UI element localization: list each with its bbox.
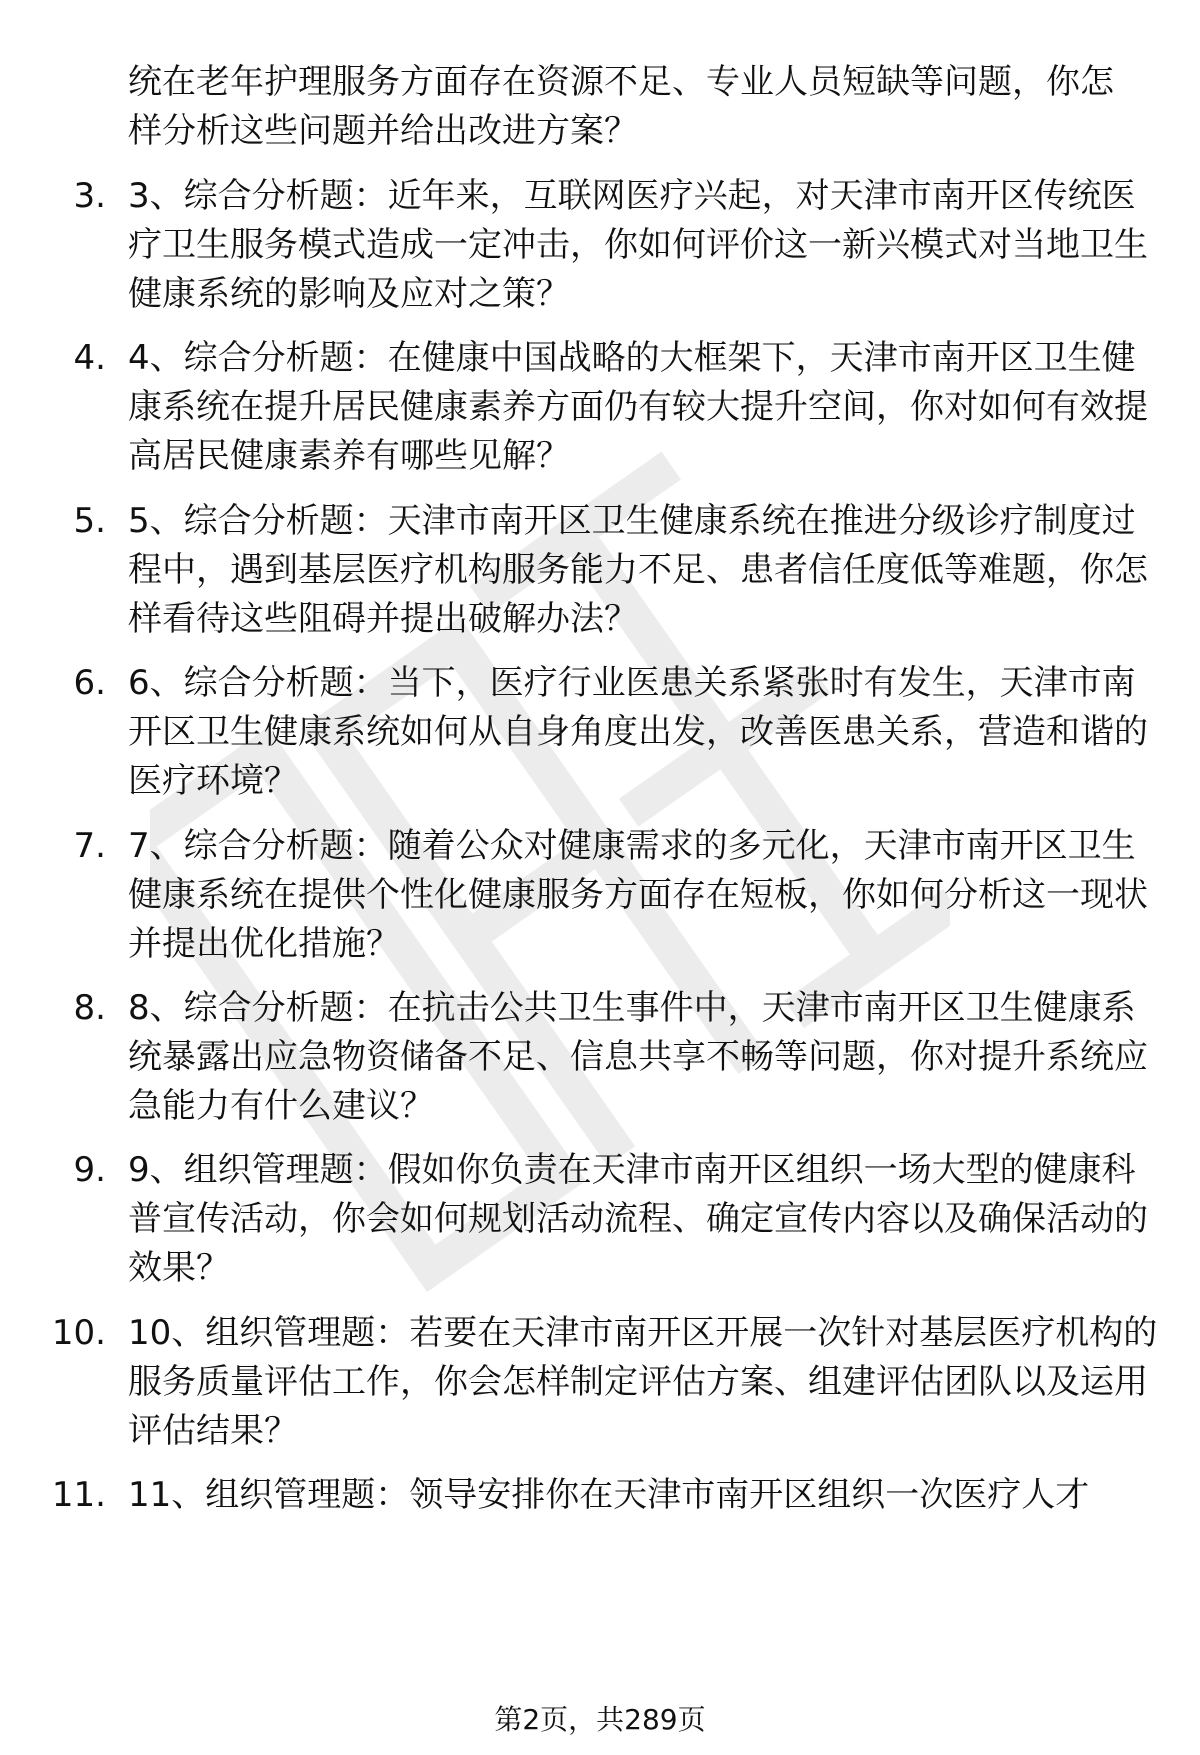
list-item-number: 7. [73, 826, 106, 866]
list-item-text: 7、综合分析题：随着公众对健康需求的多元化，天津市南开区卫生健康系统在提供个性化健康服务方面存在短板，你如何分析这一现状并提出优化措施？ [128, 826, 1148, 964]
list-item-text: 9、组织管理题：假如你负责在天津市南开区组织一场大型的健康科普宣传活动，你会如何规划活动流程、确定宣传内容以及确保活动的效果？ [128, 1150, 1148, 1288]
continuation-paragraph: 统在老年护理服务方面存在资源不足、专业人员短缺等问题，你怎样分析这些问题并给出改进方案？ [128, 62, 1114, 151]
list-item-text: 11、组织管理题：领导安排你在天津市南开区组织一次医疗人才 [128, 1475, 1090, 1515]
list-item-text: 10、组织管理题：若要在天津市南开区开展一次针对基层医疗机构的服务质量评估工作，你会怎样制定评估方案、组建评估团队以及运用评估结果？ [128, 1313, 1158, 1451]
list-item-number: 8. [73, 988, 106, 1028]
list-item-number: 6. [73, 663, 106, 703]
page-footer: 第2页，共289页 [494, 1703, 706, 1736]
list-item-text: 6、综合分析题：当下，医疗行业医患关系紧张时有发生，天津市南开区卫生健康系统如何从自身角度出发，改善医患关系，营造和谐的医疗环境？ [128, 663, 1148, 801]
list-item-number: 5. [73, 501, 106, 541]
list-item-number: 10. [51, 1313, 106, 1353]
list-item-number: 9. [73, 1150, 106, 1190]
list-item-text: 8、综合分析题：在抗击公共卫生事件中，天津市南开区卫生健康系统暴露出应急物资储备不足、信息共享不畅等问题，你对提升系统应急能力有什么建议？ [128, 988, 1148, 1126]
list-item-number: 11. [51, 1475, 106, 1515]
list-item-text: 4、综合分析题：在健康中国战略的大框架下，天津市南开区卫生健康系统在提升居民健康素养方面仍有较大提升空间，你对如何有效提高居民健康素养有哪些见解？ [128, 338, 1148, 476]
list-item-text: 3、综合分析题：近年来，互联网医疗兴起，对天津市南开区传统医疗卫生服务模式造成一定冲击，你如何评价这一新兴模式对当地卫生健康系统的影响及应对之策？ [128, 176, 1148, 314]
list-item-number: 3. [73, 176, 106, 216]
list-item-number: 4. [73, 338, 106, 378]
list-item-text: 5、综合分析题：天津市南开区卫生健康系统在推进分级诊疗制度过程中，遇到基层医疗机构服务能力不足、患者信任度低等难题，你怎样看待这些阻碍并提出破解办法？ [128, 501, 1148, 639]
